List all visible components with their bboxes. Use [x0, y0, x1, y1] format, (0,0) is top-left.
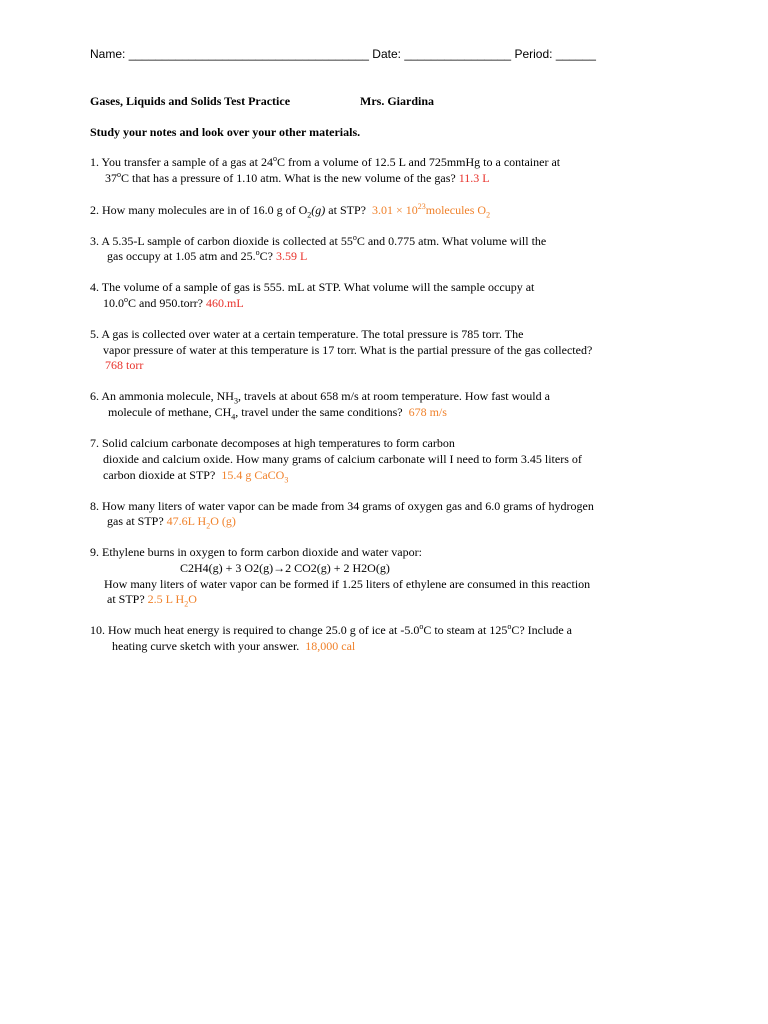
question-3-line-2: gas occupy at 1.05 atm and 25.$^o$C? 3.59 L [107, 248, 308, 263]
date-label: Date: [372, 47, 401, 61]
question-5-line-2: vapor pressure of water at this temperature is 17 torr. What is the partial pressure of the gas collected? [103, 343, 593, 357]
question-6-line-2: molecule of methane, $CH_4$, travel under the same conditions? 678 m/s [108, 405, 447, 422]
question-2-line-1: 2. How many molecules are in of 16.0 g of $O_2(g)$ at STP? $3.01 \times 10^{23}molecules$ $O_2$ [90, 202, 491, 220]
answer-4: 460.mL [205, 296, 244, 310]
question-7-line-2: dioxide and calcium oxide. How many grams of calcium carbonate will I need to form 3.45 liters of [103, 452, 582, 466]
question-1-line-1: 1. You transfer a sample of a gas at 24$^o$C from a volume of 12.5 L and 725mmHg to a container at [90, 154, 561, 169]
question-9-line-1: 9. Ethylene burns in oxygen to form carbon dioxide and water vapor: [90, 545, 422, 559]
answer-10: 18,000 cal [305, 639, 356, 653]
question-9-line-3: How many liters of water vapor can be formed if 1.25 liters of ethylene are consumed in this reaction [104, 577, 591, 591]
question-4-line-2: 10.0$^o$C and 950.torr? 460.mL [103, 295, 244, 310]
question-8-line-1: 8. How many liters of water vapor can be made from 34 grams of oxygen gas and 6.0 grams of hydrogen [90, 499, 594, 513]
period-label: Period: [514, 47, 553, 61]
question-3-line-1: 3. A 5.35-L sample of carbon dioxide is collected at 55$^o$C and 0.775 atm. What volume will the [90, 233, 547, 248]
period-blank: ______ [555, 47, 596, 61]
instruction-text: Study your notes and look over your other materials. [90, 125, 361, 139]
answer-6: 678 m/s [408, 405, 447, 419]
header-row [90, 47, 596, 61]
question-10-line-1: 10. How much heat energy is required to change 25.0 g of ice at -5.0$^o$C to steam at 125$^o$C? Include a [90, 622, 572, 637]
answer-7: 15.4 g CaCO$_3$ [221, 468, 289, 485]
test-title: Gases, Liquids and Solids Test Practice [90, 94, 291, 108]
name-label: Name: [90, 47, 126, 61]
answer-8: 47.6L $H_2O$ (g) [166, 514, 236, 531]
question-7-line-1: 7. Solid calcium carbonate decomposes at high temperatures to form carbon [90, 436, 455, 450]
question-8-line-2: gas at STP? 47.6L $H_2O$ (g) [107, 514, 236, 531]
name-blank: ____________________________________ [128, 47, 369, 61]
question-1-line-2: 37$^o$C that has a pressure of 1.10 atm. What is the new volume of the gas? 11.3 L [105, 170, 490, 185]
question-10-line-2: heating curve sketch with your answer. 18,000 cal [112, 639, 356, 653]
answer-2: $3.01 \times 10^{23}molecules$ $O_2$ [371, 202, 491, 220]
question-9-line-4: at STP? 2.5 L $H_2O$ [107, 592, 197, 609]
question-7-line-3: carbon dioxide at STP? 15.4 g CaCO$_3$ [103, 468, 289, 485]
answer-3: 3.59 L [275, 249, 308, 263]
answer-1: 11.3 L [458, 171, 490, 185]
answer-5: 768 torr [105, 358, 144, 372]
question-6-line-1: 6. An ammonia molecule, $NH_3$, travels at about 658 m/s at room temperature. How fast would a [90, 389, 550, 406]
date-blank: ________________ [404, 47, 512, 61]
answer-9: 2.5 L $H_2O$ [147, 592, 197, 609]
question-5-line-1: 5. A gas is collected over water at a certain temperature. The total pressure is 785 torr. The [90, 327, 524, 341]
teacher-name: Mrs. Giardina [360, 94, 434, 108]
question-9-equation: C2H4(g) + 3 O2(g)→2 CO2(g) + 2 H2O(g) [180, 561, 390, 575]
question-4-line-1: 4. The volume of a sample of gas is 555. mL at STP. What volume will the sample occupy at [90, 280, 535, 294]
